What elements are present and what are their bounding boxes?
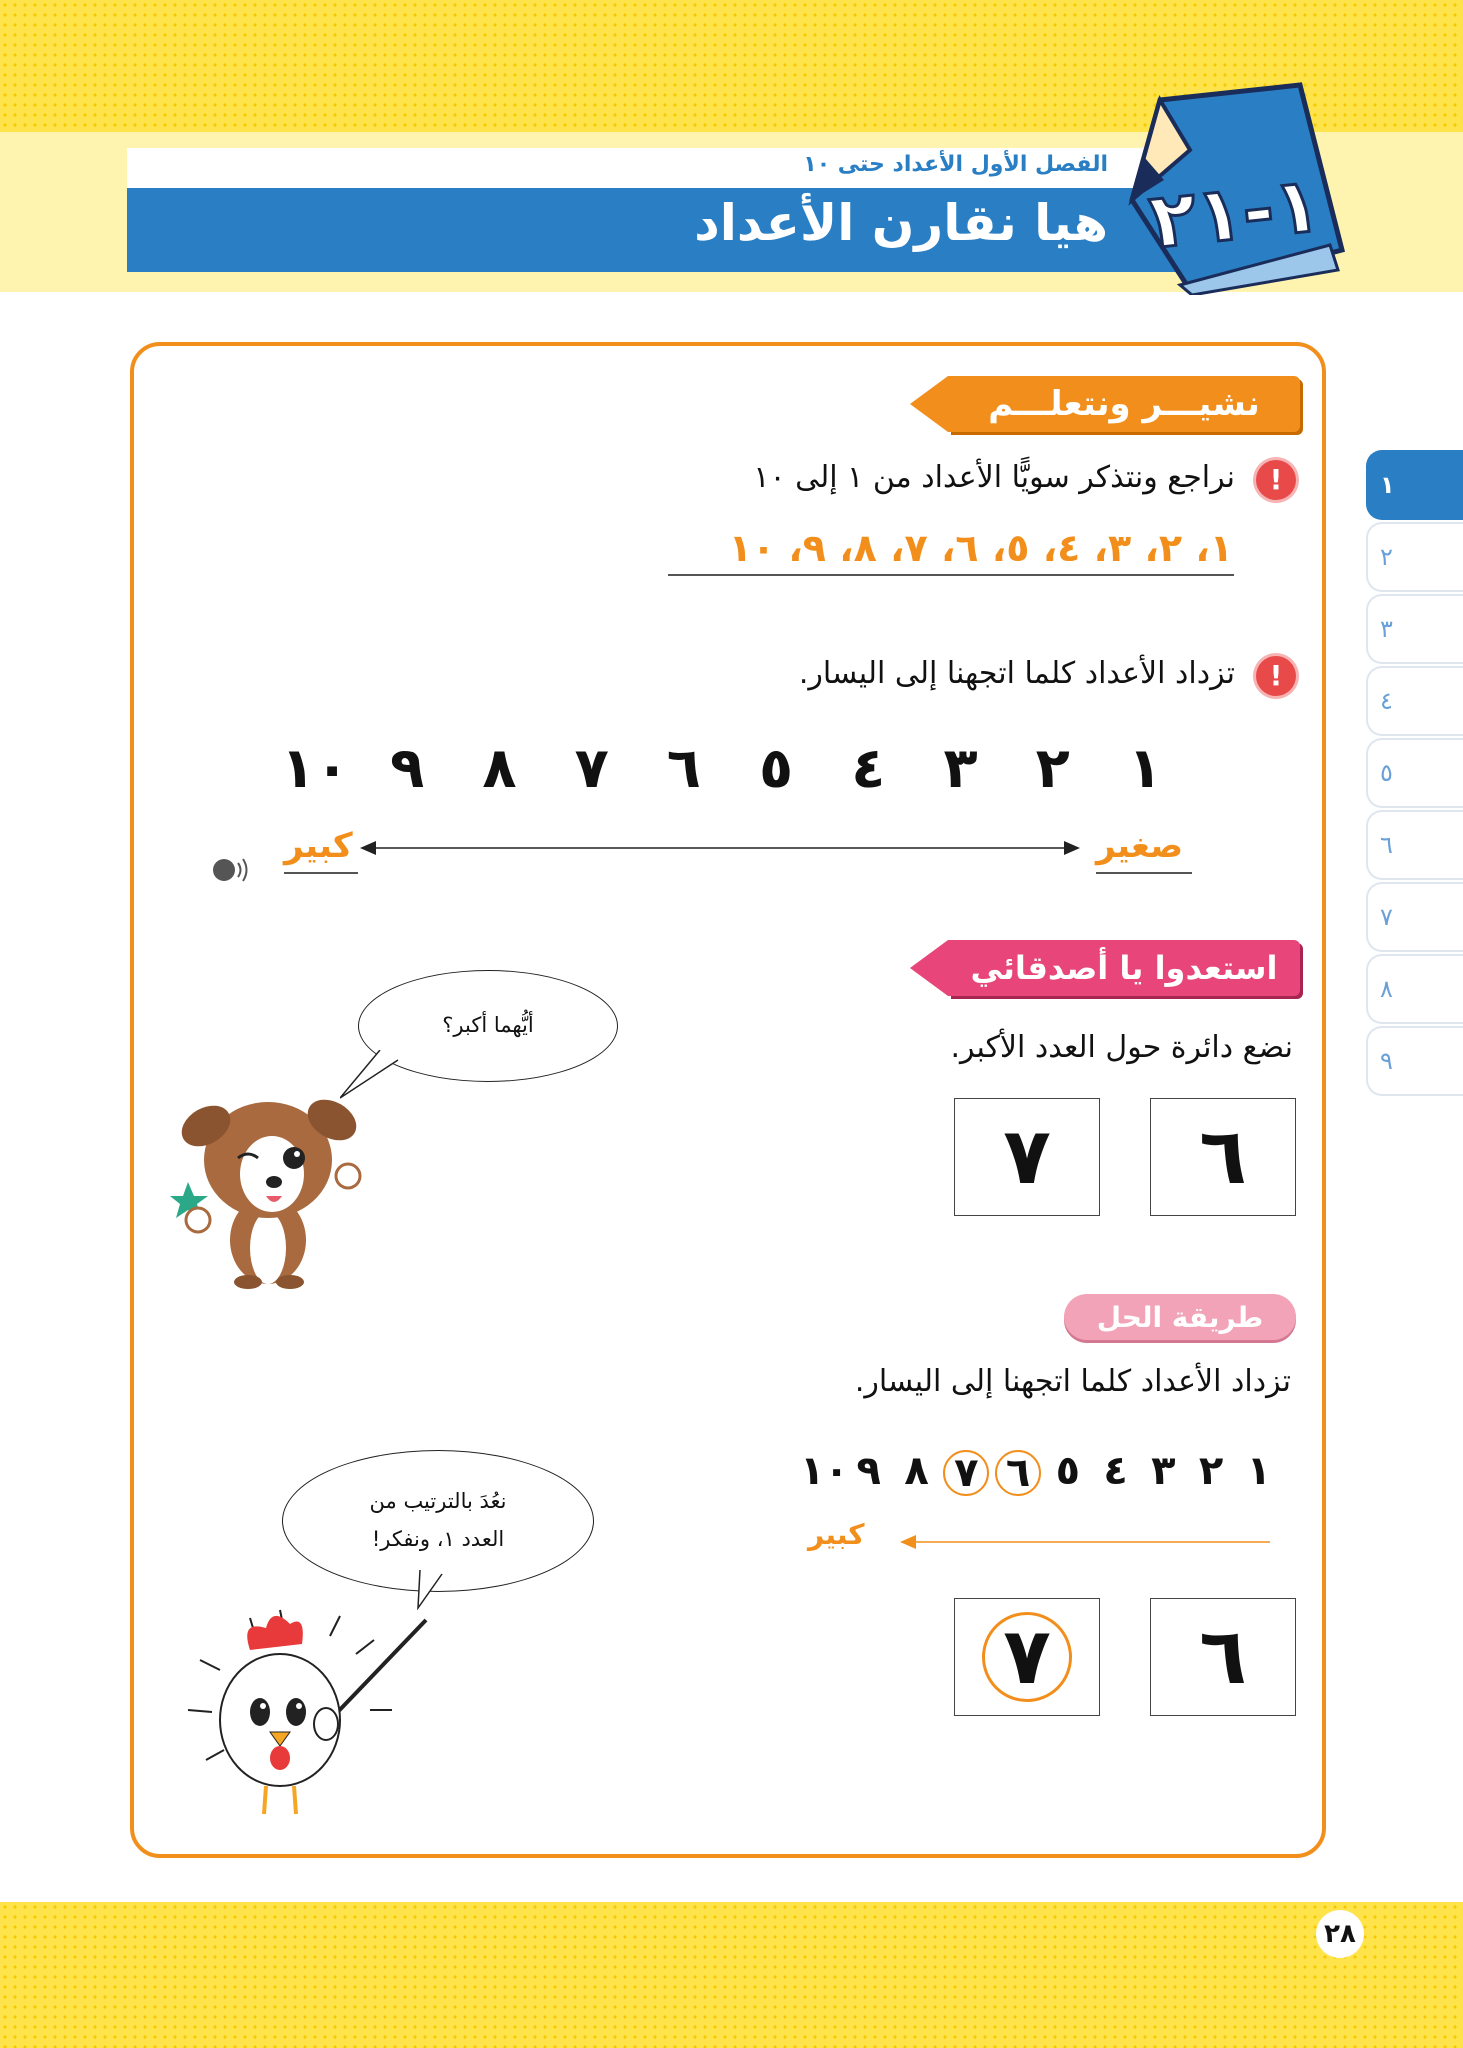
small-label-underline — [1096, 872, 1192, 874]
tab-4[interactable]: ٤ — [1366, 666, 1463, 736]
left-arrow-icon — [900, 1535, 1270, 1549]
tab-8[interactable]: ٨ — [1366, 954, 1463, 1024]
increase-rule-text: تزداد الأعداد كلما اتجهنا إلى اليسار. — [798, 656, 1235, 691]
solution-number-row — [800, 1450, 1280, 1496]
page-title: هيا نقارن الأعداد — [694, 194, 1108, 252]
sequence-underline — [668, 574, 1234, 576]
digit: ٦ — [666, 736, 701, 801]
big-label: كبير — [284, 826, 353, 866]
digit: ٣ — [1151, 1448, 1176, 1494]
ready-section-banner — [948, 940, 1300, 996]
solution-text: تزداد الأعداد كلما اتجهنا إلى اليسار. — [854, 1364, 1291, 1399]
tab-2[interactable]: ٢ — [1366, 522, 1463, 592]
double-arrow-icon — [360, 838, 1080, 858]
number-line-digits — [280, 736, 1180, 801]
solution-big-label: كبير — [808, 1518, 865, 1551]
number-box-7[interactable]: ٧ — [954, 1098, 1100, 1216]
tab-7[interactable]: ٧ — [1366, 882, 1463, 952]
digit: ٧ — [574, 736, 609, 801]
chapter-subtitle: الفصل الأول الأعداد حتى ١٠ — [803, 152, 1108, 177]
digit: ٣ — [943, 736, 978, 801]
digit: ٤ — [851, 736, 886, 801]
lesson-number: ١-٢١ — [1145, 159, 1325, 266]
learn-section-banner — [948, 376, 1300, 432]
big-label-underline — [284, 872, 358, 874]
chick-mascot-icon — [180, 1600, 440, 1830]
learn-banner-label: نشيـــر ونتعلـــم — [988, 384, 1260, 424]
side-tab-bar — [1366, 450, 1463, 1098]
tab-5[interactable]: ٥ — [1366, 738, 1463, 808]
answer-box-7 — [954, 1598, 1100, 1716]
banner-tip — [910, 940, 948, 996]
speaker-icon[interactable] — [210, 855, 254, 885]
dog-mascot-icon — [168, 1070, 368, 1290]
digit: ٢ — [1198, 1448, 1224, 1494]
digit: ٢ — [1035, 736, 1070, 801]
digit: ١٠ — [280, 736, 350, 801]
digit: ١٠ — [800, 1448, 849, 1494]
tab-3[interactable]: ٣ — [1366, 594, 1463, 664]
digit: ١ — [1246, 1448, 1272, 1494]
tab-9[interactable]: ٩ — [1366, 1026, 1463, 1096]
digit: ٨ — [904, 1448, 929, 1494]
tab-6[interactable]: ٦ — [1366, 810, 1463, 880]
solution-banner: طريقة الحل — [1064, 1294, 1296, 1340]
circled-digit: ٦ — [995, 1450, 1041, 1496]
bubble-line-2: العدد ١، ونفكر! — [371, 1527, 505, 1551]
digit: ١ — [1127, 736, 1163, 801]
number-sequence: ١، ٢، ٣، ٤، ٥، ٦، ٧، ٨، ٩، ١٠ — [728, 526, 1233, 570]
bottom-decorative-band — [0, 1902, 1463, 2048]
circle-instruction: نضع دائرة حول العدد الأكبر. — [950, 1030, 1293, 1065]
digit: ٥ — [759, 736, 794, 801]
exclamation-icon: ! — [1256, 656, 1296, 696]
ready-banner-label: استعدوا يا أصدقائي — [970, 949, 1278, 987]
digit: ٨ — [482, 736, 517, 801]
page-number: ٢٨ — [1316, 1910, 1364, 1958]
tab-1[interactable]: ١ — [1366, 450, 1463, 520]
exclamation-icon: ! — [1256, 460, 1296, 500]
answer-box-6: ٦ — [1150, 1598, 1296, 1716]
dog-speech-bubble: أيُّهما أكبر؟ — [358, 970, 618, 1082]
review-text: نراجع ونتذكر سويًّا الأعداد من ١ إلى ١٠ — [753, 460, 1235, 495]
digit: ٩ — [856, 1448, 881, 1494]
digit: ٩ — [390, 736, 425, 801]
circled-digit: ٧ — [943, 1450, 989, 1496]
small-label: صغير — [1096, 826, 1184, 866]
number-box-6[interactable]: ٦ — [1150, 1098, 1296, 1216]
circled-answer: ٧ — [982, 1612, 1072, 1702]
digit: ٤ — [1103, 1448, 1128, 1494]
banner-tip — [910, 376, 948, 432]
digit: ٥ — [1055, 1448, 1081, 1494]
bubble-line-1: نعُدَ بالترتيب من — [369, 1489, 507, 1514]
